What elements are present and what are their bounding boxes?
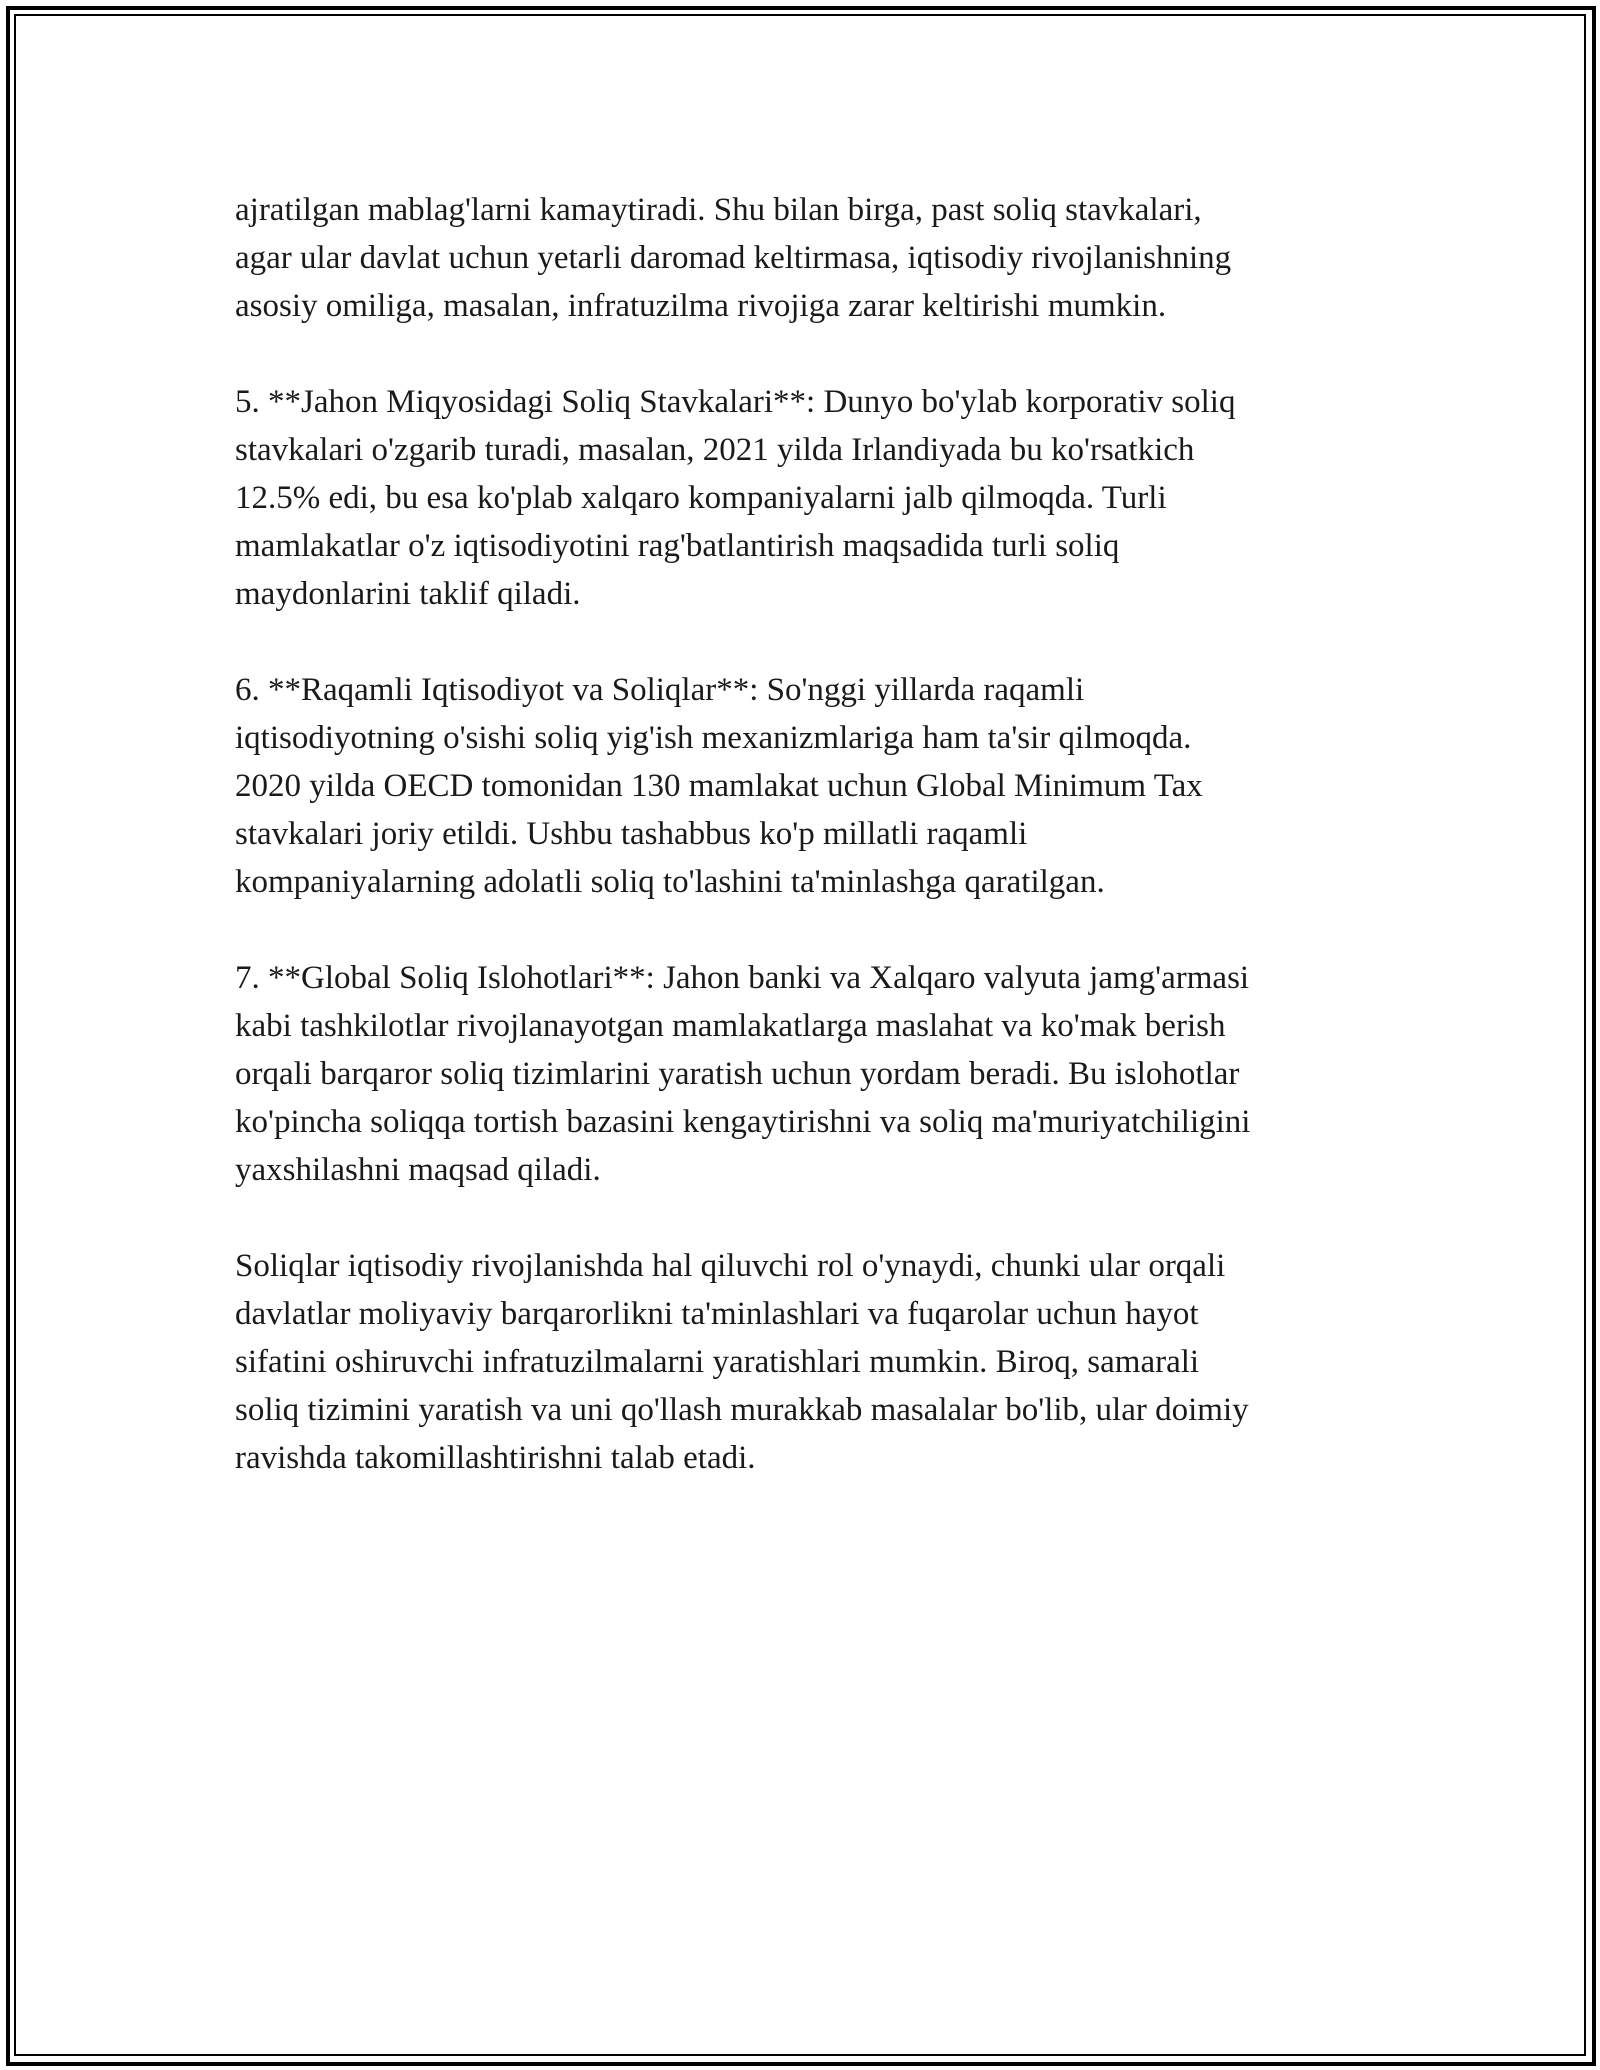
- paragraph-continuation: ajratilgan mablag'larni kamaytiradi. Shu bilan birga, past soliq stavkalari, agar ular davlat uchun yetarli daromad keltirmasa, iqtisodiy rivojlanishning asosiy omiliga, masalan, infratuzilma rivojiga zarar keltirishi mumkin.: [235, 192, 1232, 324]
- paragraph-global-tax-reforms: 7. **Global Soliq Islohotlari**: Jahon banki va Xalqaro valyuta jamg'armasi kabi tashkilotlar rivojlanayotgan mamlakatlarga maslahat va ko'mak berish orqali barqaror soliq tizimlarini yaratish uchun yordam beradi. Bu islohotlar ko'pincha soliqqa tortish bazasini kengaytirishni va soliq ma'muriyatchiligini yaxshilashni maqsad qiladi.: [235, 960, 1251, 1188]
- paragraph-digital-economy: 6. **Raqamli Iqtisodiyot va Soliqlar**: So'nggi yillarda raqamli iqtisodiyotning o'sishi soliq yig'ish mexanizmlariga ham ta'sir qilmoqda. 2020 yilda OECD tomonidan 130 mamlakat uchun Global Minimum Tax stavkalari joriy etildi. Ushbu tashabbus ko'p millatli raqamli kompaniyalarning adolatli soliq to'lashini ta'minlashga qaratilgan.: [235, 672, 1203, 900]
- paragraph-global-tax-rates: 5. **Jahon Miqyosidagi Soliq Stavkalari**: Dunyo bo'ylab korporativ soliq stavkalari o'zgarib turadi, masalan, 2021 yilda Irlandiyada bu ko'rsatkich 12.5% edi, bu esa ko'plab xalqaro kompaniyalarni jalb qilmoqda. Turli mamlakatlar o'z iqtisodiyotini rag'batlantirish maqsadida turli soliq maydonlarini taklif qiladi.: [235, 384, 1236, 612]
- document-body: [235, 186, 1375, 1482]
- paragraph-conclusion: Soliqlar iqtisodiy rivojlanishda hal qiluvchi rol o'ynaydi, chunki ular orqali davlatlar moliyaviy barqarorlikni ta'minlashlari va fuqarolar uchun hayot sifatini oshiruvchi infratuzilmalarni yaratishlari mumkin. Biroq, samarali soliq tizimini yaratish va uni qo'llash murakkab masalalar bo'lib, ular doimiy ravishda takomillashtirishni talab etadi.: [235, 1248, 1249, 1476]
